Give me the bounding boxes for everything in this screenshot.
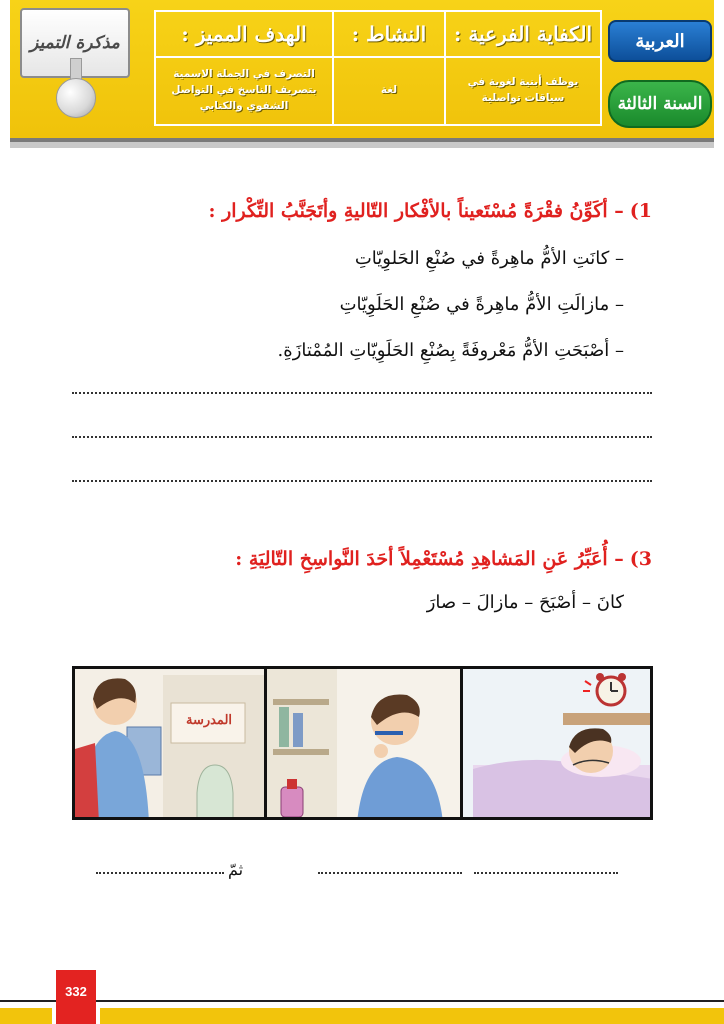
year-badge: السنة الثالثة <box>608 80 712 128</box>
subject-badge: العربية <box>608 20 712 62</box>
verbs-list: كانَ – أصْبَحَ – مازالَ – صارَ <box>426 592 624 613</box>
exercise-1-ideas <box>204 244 624 382</box>
footer-bar-left <box>0 1008 52 1024</box>
page-number: 332 <box>56 970 96 1024</box>
info-head-objective: الهدف المميز : <box>156 12 332 58</box>
info-table <box>154 10 602 126</box>
scene-going-to-school <box>75 669 264 817</box>
then-word: ثمّ <box>228 860 244 879</box>
info-col-competency <box>444 12 600 124</box>
answer-line-3[interactable] <box>72 480 652 482</box>
exercise-1-title <box>208 200 652 222</box>
exercise-3-number: 3) <box>629 548 652 570</box>
scene-brushing-teeth <box>264 669 460 817</box>
info-body-activity: لغة <box>380 84 398 97</box>
footer-rule <box>0 1000 724 1002</box>
answer-line-1[interactable] <box>72 392 652 394</box>
exercise-1-number: 1) <box>629 200 652 222</box>
info-head-competency: الكفاية الفرعية : <box>446 12 600 58</box>
idea-line: – مازالَتِ الأمُّ ماهِرةً في صُنْعِ الحَلَوِيّاتِ <box>339 294 624 315</box>
exercise-3-title <box>235 548 652 570</box>
footer-bar <box>100 1008 724 1024</box>
page-header <box>10 0 714 142</box>
logo-text: مذكرة التميز <box>30 33 120 53</box>
info-body-objective: التصرف في الجملة الاسمية بتصريف الناسخ في التواصل الشفوي والكتابي <box>171 68 317 112</box>
answer-line-scene-3[interactable] <box>96 872 224 874</box>
info-head-activity: النشاط : <box>334 12 444 58</box>
answer-line-2[interactable] <box>72 436 652 438</box>
idea-line: – أصْبَحَتِ الأمُّ مَعْروفَةً بِصُنْعِ الحَلَوِيّاتِ المُمْتازَةِ. <box>277 340 624 361</box>
comic-strip <box>72 666 653 820</box>
info-body-competency: يوظف أبنية لغوية في سياقات تواصلية <box>467 76 579 104</box>
logo-bulb-icon <box>56 78 96 118</box>
info-col-activity <box>332 12 444 124</box>
exercise-1-instruction: – أكَوِّنُ فقْرَةً مُسْتَعيناً بالأفْكار التّاليةِ وأتَجَنَّبُ التِّكْرار : <box>208 200 624 222</box>
answer-line-scene-2[interactable] <box>318 872 462 874</box>
exercise-3-instruction: – أُعَبِّرُ عَنِ المَشاهِدِ مُسْتَعْمِلاً أحَدَ النَّواسِخِ التّالِيَةِ : <box>235 548 624 570</box>
school-sign: المدرسة <box>185 713 233 728</box>
scene-wake-up <box>460 669 650 817</box>
answer-line-scene-1[interactable] <box>474 872 618 874</box>
idea-line: – كانَتِ الأمُّ ماهِرةً في صُنْعِ الحَلوِيّاتِ <box>354 248 624 269</box>
info-col-objective <box>156 12 332 124</box>
